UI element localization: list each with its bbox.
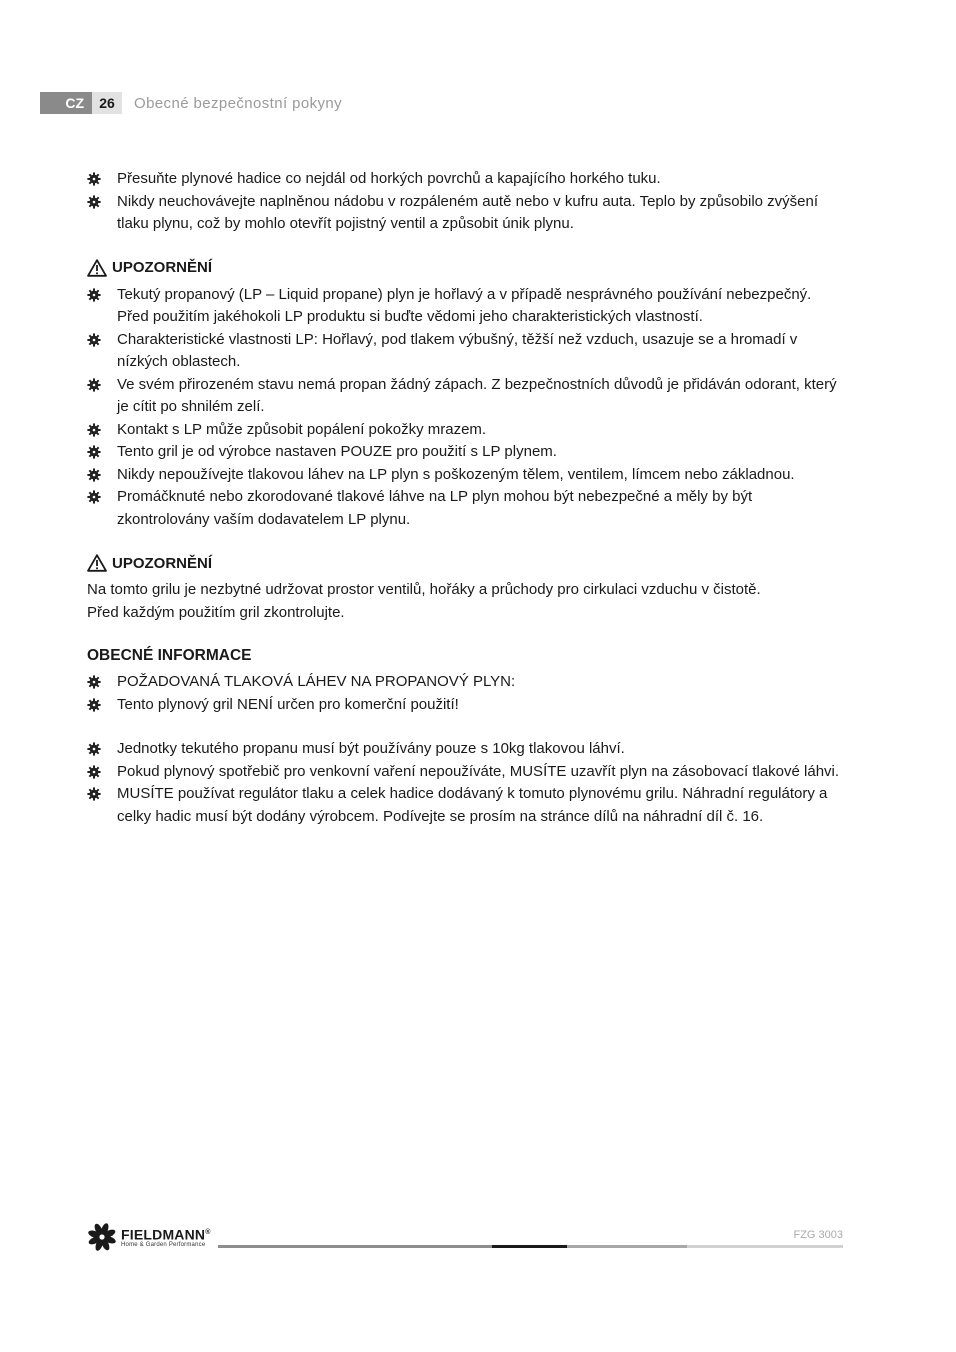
list-item: Promáčknuté nebo zkorodované tlakové láhve na LP plyn mohou být nebezpečné a měly by být zkontrolovány vaším dodavatelem LP plynu. (87, 486, 847, 531)
list-item: Kontakt s LP může způsobit popálení pokožky mrazem. (87, 419, 847, 442)
fieldmann-flower-logo-icon (87, 1222, 117, 1252)
gear-bullet-icon (87, 765, 101, 779)
footer-bar-segment (218, 1245, 492, 1248)
list-item: POŽADOVANÁ TLAKOVÁ LÁHEV NA PROPANOVÝ PLYN: (87, 671, 847, 694)
list-item: Nikdy neuchovávejte naplněnou nádobu v rozpáleném autě nebo v kufru auta. Teplo by způsobilo zvýšení tlaku plynu, což by mohlo otevřít pojistný ventil a způsobit únik plynu. (87, 191, 847, 236)
warning-text: Na tomto grilu je nezbytné udržovat prostor ventilů, hořáky a průchody pro cirkulaci vzduchu v čistotě. (87, 581, 761, 598)
gear-bullet-icon (87, 698, 101, 712)
list-item: Ve svém přirozeném stavu nemá propan žádný zápach. Z bezpečnostních důvodů je přidáván odorant, který je cítit po shnilém zelí. (87, 374, 847, 419)
gear-bullet-icon (87, 468, 101, 482)
footer-bar-segment (687, 1245, 843, 1248)
gear-bullet-icon (87, 195, 101, 209)
brand-logo (87, 1222, 211, 1252)
footer-bar-segment (492, 1245, 567, 1248)
gear-bullet-icon (87, 378, 101, 392)
bullet-list-general-2 (87, 738, 847, 828)
brand-text (121, 1225, 211, 1250)
page-header (40, 92, 342, 114)
gear-bullet-icon (87, 333, 101, 347)
language-tag: CZ (40, 92, 92, 114)
gear-bullet-icon (87, 423, 101, 437)
gear-bullet-icon (87, 490, 101, 504)
list-item: Charakteristické vlastnosti LP: Hořlavý, pod tlakem výbušný, těžší než vzduch, usazuje se a hromadí v nízkých oblastech. (87, 329, 847, 374)
warning-heading: UPOZORNĚNÍ (87, 259, 847, 277)
gear-bullet-icon (87, 787, 101, 801)
list-item: Pokud plynový spotřebič pro venkovní vaření nepoužíváte, MUSÍTE uzavřít plyn na zásobovací tlakové láhvi. (87, 761, 847, 784)
warning-heading: UPOZORNĚNÍ (87, 554, 847, 572)
bullet-list-intro (87, 168, 847, 236)
page-title: Obecné bezpečnostní pokyny (134, 94, 343, 112)
gear-bullet-icon (87, 288, 101, 302)
list-item: Tento gril je od výrobce nastaven POUZE pro použití s LP plynem. (87, 441, 847, 464)
gear-bullet-icon (87, 445, 101, 459)
warning-triangle-icon (87, 554, 107, 572)
gear-bullet-icon (87, 172, 101, 186)
section-heading: OBECNÉ INFORMACE (87, 647, 252, 664)
page-number: 26 (92, 92, 122, 114)
footer-bar-segment (567, 1245, 687, 1248)
list-item: Nikdy nepoužívejte tlakovou láhev na LP plyn s poškozeným tělem, ventilem, límcem nebo základnou. (87, 464, 847, 487)
warning-triangle-icon (87, 259, 107, 277)
brand-name: FIELDMANN® (121, 1226, 211, 1243)
bullet-list-warning (87, 284, 847, 532)
list-item: MUSÍTE používat regulátor tlaku a celek hadice dodávaný k tomuto plynovému grilu. Náhradní regulátory a celky hadic musí být dodány výrobcem. Podívejte se prosím na stránce dílů na náhradní díl č. 16. (87, 783, 847, 828)
list-item: Tento plynový gril NENÍ určen pro komerční použití! (87, 694, 847, 717)
bullet-list-general (87, 671, 847, 716)
model-number: FZG 3003 (793, 1229, 843, 1241)
page-content (87, 168, 847, 828)
brand-tagline: Home & Garden Performance (121, 1242, 206, 1249)
gear-bullet-icon (87, 675, 101, 689)
list-item: Jednotky tekutého propanu musí být používány pouze s 10kg tlakovou láhví. (87, 738, 847, 761)
list-item: Přesuňte plynové hadice co nejdál od horkých povrchů a kapajícího horkého tuku. (87, 168, 847, 191)
warning-text: Před každým použitím gril zkontrolujte. (87, 603, 345, 621)
list-item: Tekutý propanový (LP – Liquid propane) plyn je hořlavý a v případě nesprávného používání nebezpečný. Před použitím jakéhokoli LP produktu si buďte vědomi jeho charakteristických vlastností. (87, 284, 847, 329)
gear-bullet-icon (87, 742, 101, 756)
